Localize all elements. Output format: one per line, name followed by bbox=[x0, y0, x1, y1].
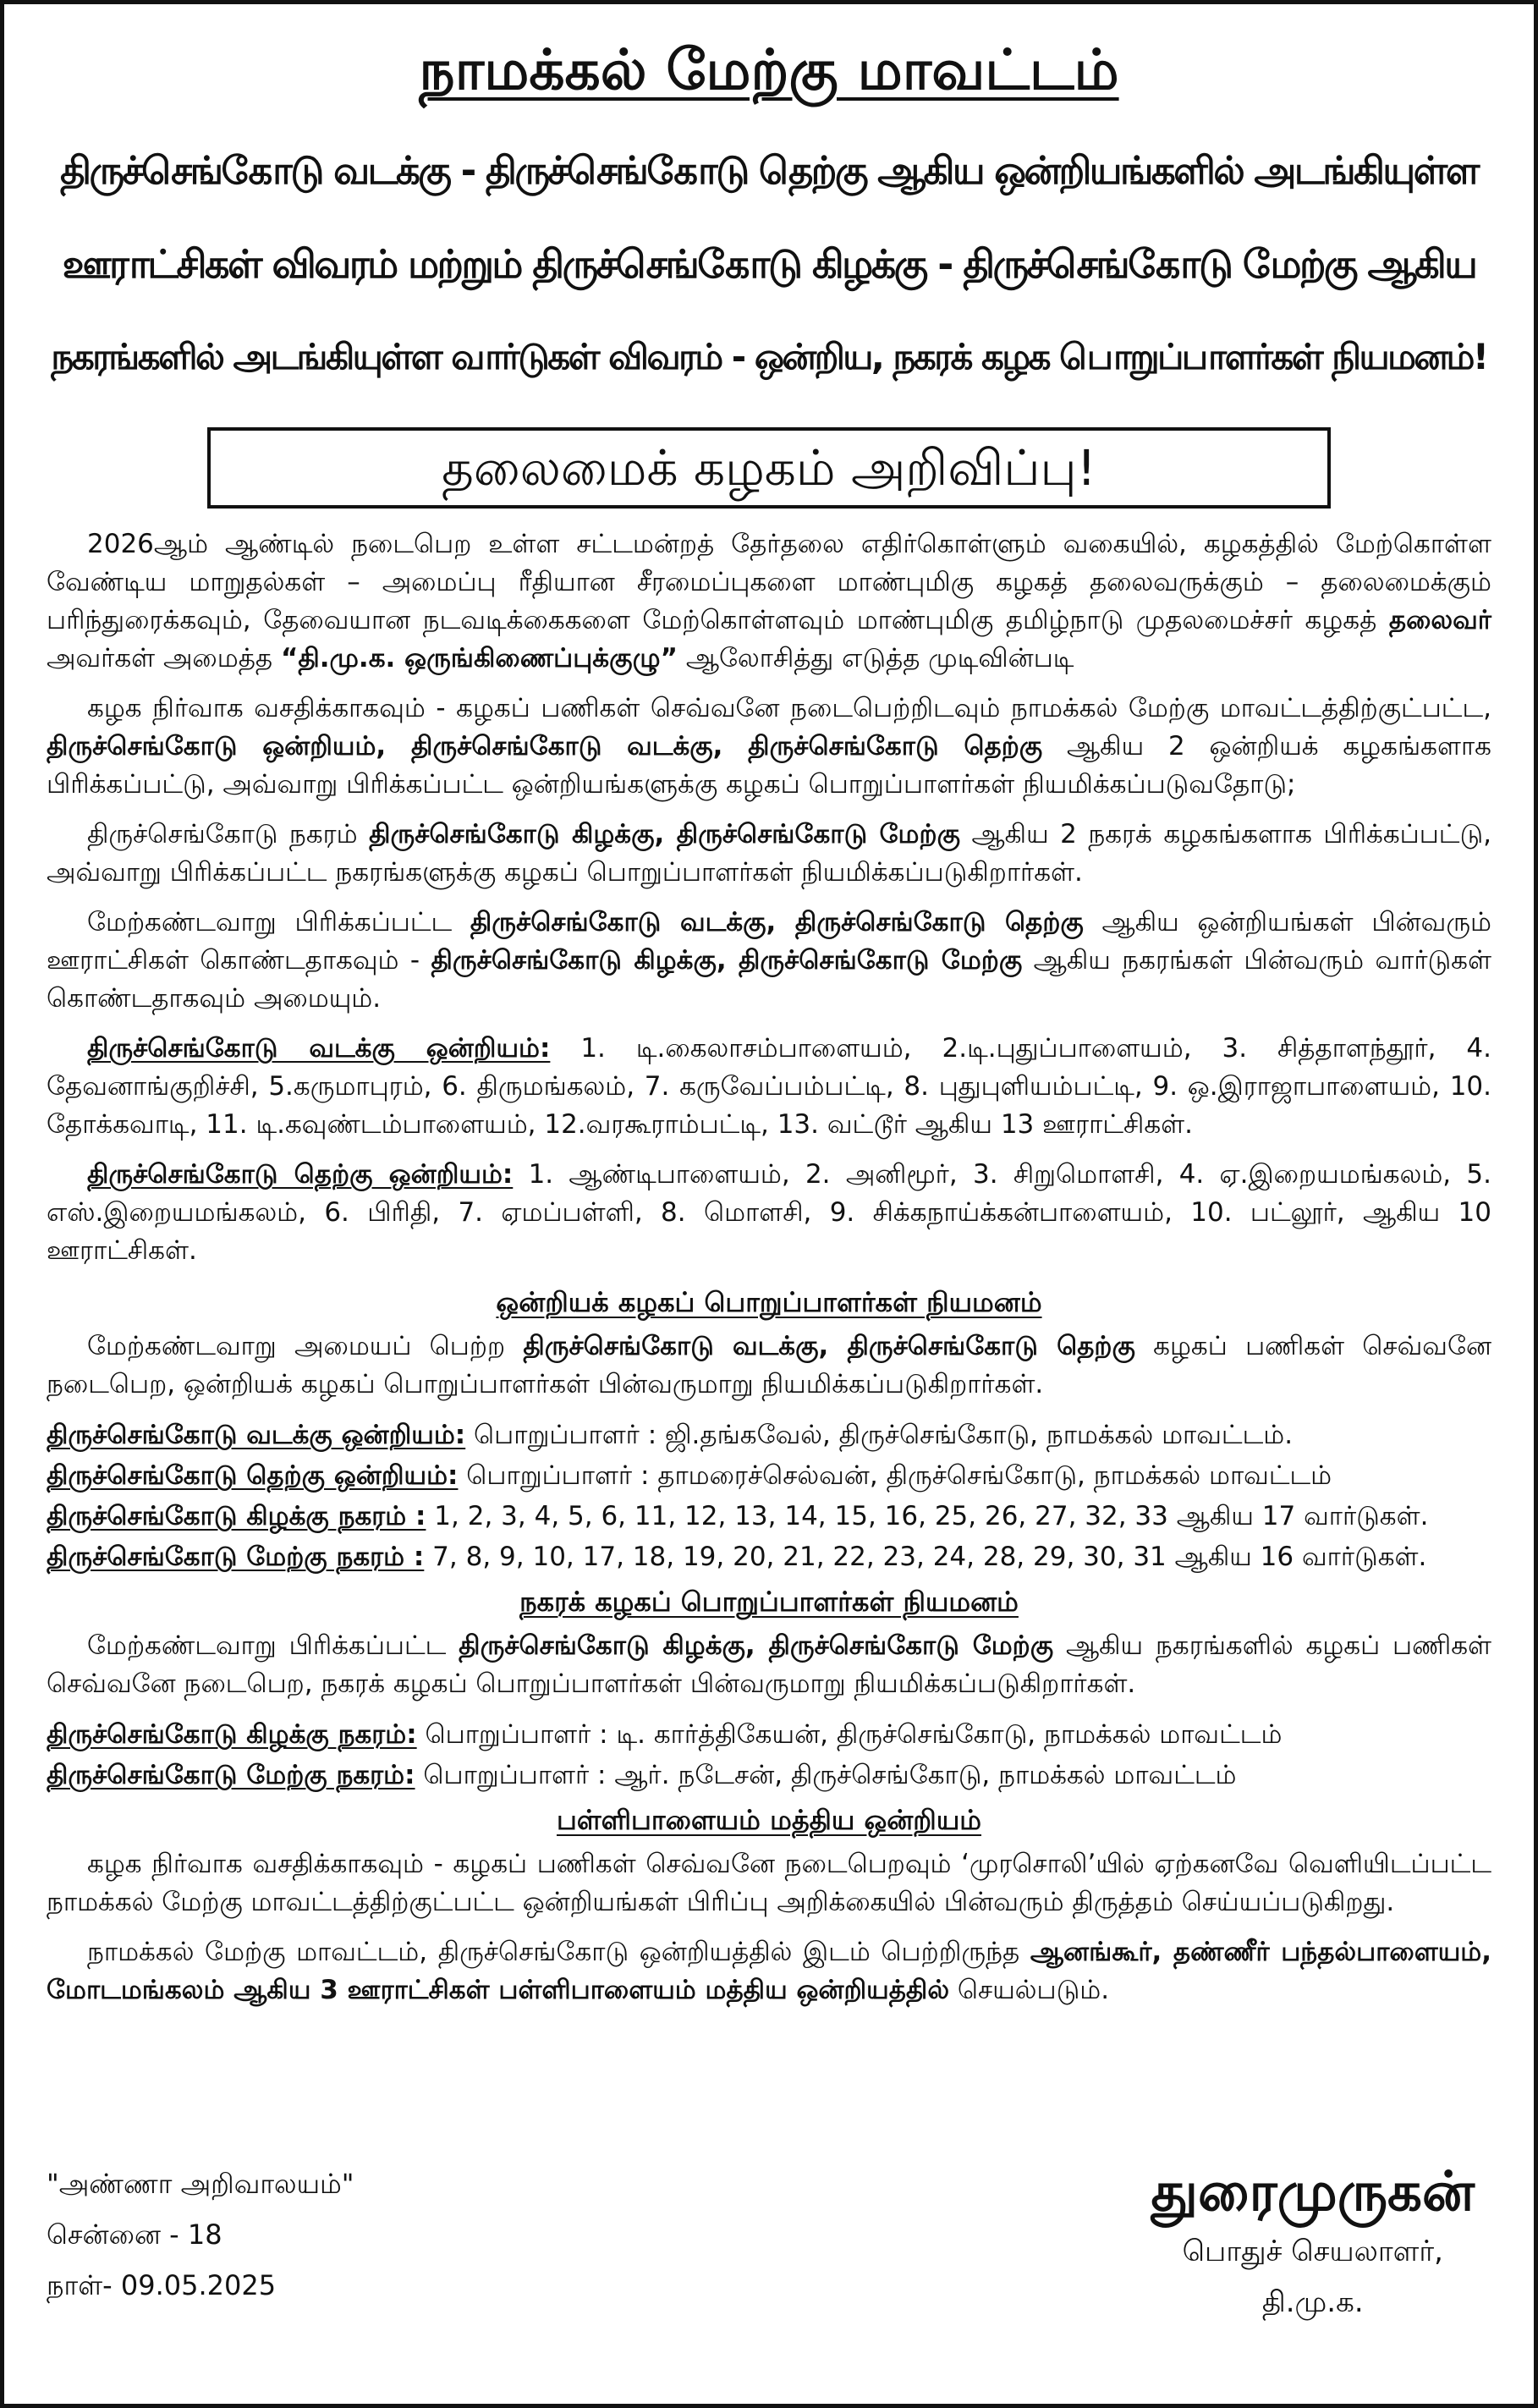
text-span: ஆகிய நகரங்கள் பின்வரும் வார்டுகள் கொண்டதாகவும் அமையும். bbox=[47, 945, 1491, 1014]
east-town-wards bbox=[47, 1497, 1491, 1536]
north-union-panchayat-list: 1. டி.கைலாசம்பாளையம், 2.டி.புதுப்பாளையம், 3. சித்தாளந்தூர், 4. தேவனாங்குறிச்சி, 5.கருமாபுரம், 6. திருமங்கலம், 7. கருவேப்பம்பட்டி, 8. புதுபுளியம்பட்டி, 9. ஒ.இராஜாபாளையம், 10. தோக்கவாடி, 11. டி.கவுண்டம்பாளையம், 12.வரகூராம்பட்டி, 13. வட்டூர் ஆகிய 13 ஊராட்சிகள். bbox=[47, 1033, 1491, 1140]
headline bbox=[47, 124, 1491, 404]
text-span: ஆகிய நகரங்களில் கழகப் பணிகள் செவ்வனே நடைபெற, நகரக் கழகப் பொறுப்பாளர்கள் பின்வருமாறு நியமிக்கப்படுகிறார்கள். bbox=[47, 1630, 1492, 1699]
headline-line-3: நகரங்களில் அடங்கியுள்ள வார்டுகள் விவரம் - ஒன்றிய, நகரக் கழக பொறுப்பாளர்கள் நியமனம்! bbox=[51, 336, 1487, 377]
signatory-designation: பொதுச் செயலாளர், bbox=[1182, 2235, 1443, 2268]
south-union-panchayats bbox=[47, 1156, 1491, 1270]
footer-signatory bbox=[1151, 2158, 1475, 2328]
town-officers-heading: நகரக் கழகப் பொறுப்பாளர்கள் நியமனம் bbox=[519, 1586, 1019, 1618]
bold-span: திருச்செங்கோடு வடக்கு, திருச்செங்கோடு தெற்கு bbox=[470, 907, 1084, 937]
bold-span: திருச்செங்கோடு கிழக்கு, திருச்செங்கோடு மேற்கு bbox=[431, 945, 1023, 976]
text-span: 2026ஆம் ஆண்டில் நடைபெற உள்ள சட்டமன்றத் தேர்தலை எதிர்கொள்ளும் வகையில், கழகத்தில் மேற்கொள்ள வேண்டிய மாறுதல்கள் – அமைப்பு ரீதியான சீரமைப்புகளை மாண்புமிகு கழகத் தலைவருக்கும் – தலைமைக்கும் பரிந்துரைக்கவும், தேவையான நடவடிக்கைகளை மேற்கொள்ளவும் மாண்புமிகு தமிழ்நாடு முதலமைச்சர் கழகத் bbox=[47, 529, 1491, 635]
headline-line-1: திருச்செங்கோடு வடக்கு - திருச்செங்கோடு தெற்கு ஆகிய ஒன்றியங்களில் அடங்கியுள்ள bbox=[60, 148, 1478, 193]
signatory-name: துரைமுருகன் bbox=[1151, 2161, 1475, 2224]
south-union-label: திருச்செங்கோடு தெற்கு ஒன்றியம்: bbox=[87, 1159, 514, 1190]
intro-paragraph-1 bbox=[47, 525, 1491, 678]
north-union-label: திருச்செங்கோடு வடக்கு ஒன்றியம்: bbox=[47, 1420, 466, 1450]
bold-span: திருச்செங்கோடு ஒன்றியம், திருச்செங்கோடு வடக்கு, திருச்செங்கோடு தெற்கு bbox=[47, 731, 1043, 761]
text-span: மேற்கண்டவாறு அமையப் பெற்ற bbox=[87, 1331, 524, 1361]
text-span: கழகப் பணிகள் செவ்வனே நடைபெற, ஒன்றியக் கழகப் பொறுப்பாளர்கள் பின்வருமாறு நியமிக்கப்படுகிறார்கள். bbox=[47, 1331, 1492, 1399]
district-title: நாமக்கல் மேற்கு மாவட்டம் bbox=[419, 37, 1119, 102]
west-town-officer-value: பொறுப்பாளர் : ஆர். நடேசன், திருச்செங்கோடு, நாமக்கல் மாவட்டம் bbox=[415, 1760, 1237, 1790]
bold-span: திருச்செங்கோடு கிழக்கு, திருச்செங்கோடு மேற்கு bbox=[459, 1630, 1054, 1661]
footer-place: "அண்ணா அறிவாலயம்" bbox=[47, 2168, 354, 2200]
bold-span: “தி.மு.க. ஒருங்கிணைப்புக்குழு” bbox=[280, 643, 678, 673]
west-town-officer bbox=[47, 1756, 1491, 1795]
west-town-label: திருச்செங்கோடு மேற்கு நகரம் : bbox=[47, 1542, 425, 1572]
west-town-wards-value: 7, 8, 9, 10, 17, 18, 19, 20, 21, 22, 23, 24, 28, 29, 30, 31 ஆகிய 16 வார்டுகள். bbox=[424, 1542, 1427, 1572]
text-span: மேற்கண்டவாறு பிரிக்கப்பட்ட bbox=[87, 1630, 459, 1661]
south-union-panchayat-list: 1. ஆண்டிபாளையம், 2. அனிமூர், 3. சிறுமொளசி, 4. ஏ.இறையமங்கலம், 5. எஸ்.இறையமங்கலம், 6. பிரிதி, 7. ஏமப்பள்ளி, 8. மொளசி, 9. சிக்கநாய்க்கன்பாளையம், 10. பட்லூர், ஆகிய 10 ஊராட்சிகள். bbox=[47, 1159, 1491, 1266]
east-town-label: திருச்செங்கோடு கிழக்கு நகரம்: bbox=[47, 1719, 417, 1750]
bold-span: திருச்செங்கோடு வடக்கு, திருச்செங்கோடு தெற்கு bbox=[523, 1331, 1135, 1361]
south-union-label: திருச்செங்கோடு தெற்கு ஒன்றியம்: bbox=[47, 1460, 459, 1491]
pallipalayam-heading: பள்ளிபாளையம் மத்திய ஒன்றியம் bbox=[556, 1804, 982, 1836]
text-span: ஆகிய 2 ஒன்றியக் கழகங்களாக பிரிக்கப்பட்டு, அவ்வாறு பிரிக்கப்பட்ட ஒன்றியங்களுக்கு கழகப் பொறுப்பாளர்கள் நியமிக்கப்படுவதோடு; bbox=[47, 731, 1491, 800]
north-union-panchayats bbox=[47, 1030, 1491, 1144]
text-span: ஆகிய ஒன்றியங்கள் பின்வரும் ஊராட்சிகள் கொண்டதாகவும் - bbox=[47, 907, 1492, 976]
east-town-label: திருச்செங்கோடு கிழக்கு நகரம் : bbox=[47, 1501, 426, 1531]
text-span: செயல்படும். bbox=[949, 1975, 1110, 2005]
text-span: அவர்கள் அமைத்த bbox=[47, 643, 281, 673]
text-span: திருச்செங்கோடு நகரம் bbox=[87, 819, 370, 849]
west-town-label: திருச்செங்கோடு மேற்கு நகரம்: bbox=[47, 1760, 415, 1790]
intro-paragraph-2 bbox=[47, 690, 1491, 804]
footer-date: நாள்- 09.05.2025 bbox=[47, 2269, 277, 2301]
footer bbox=[47, 2158, 1491, 2370]
bold-span: ஆனங்கூர், தண்ணீர் பந்தல்பாளையம், மோடமங்கலம் ஆகிய 3 ஊராட்சிகள் பள்ளிபாளையம் மத்திய ஒன்றியத்தில் bbox=[47, 1937, 1491, 2005]
intro-paragraph-3 bbox=[47, 816, 1491, 892]
town-officers-paragraph bbox=[47, 1627, 1491, 1703]
text-span: ஆகிய 2 நகரக் கழகங்களாக பிரிக்கப்பட்டு, அவ்வாறு பிரிக்கப்பட்ட நகரங்களுக்கு கழகப் பொறுப்பாளர்கள் நியமிக்கப்படுகிறார்கள். bbox=[47, 819, 1492, 888]
signatory-party: தி.மு.க. bbox=[1261, 2285, 1364, 2319]
west-town-wards bbox=[47, 1537, 1491, 1576]
intro-paragraph-4 bbox=[47, 904, 1491, 1018]
text-span: ஆலோசித்து எடுத்த முடிவின்படி bbox=[677, 643, 1074, 673]
text-span: நாமக்கல் மேற்கு மாவட்டம், திருச்செங்கோடு ஒன்றியத்தில் இடம் பெற்றிருந்த bbox=[87, 1937, 1030, 1967]
pallipalayam-paragraph-2 bbox=[47, 1933, 1491, 2009]
headline-line-2: ஊராட்சிகள் விவரம் மற்றும் திருச்செங்கோடு கிழக்கு - திருச்செங்கோடு மேற்கு ஆகிய bbox=[62, 241, 1476, 287]
east-town-wards-value: 1, 2, 3, 4, 5, 6, 11, 12, 13, 14, 15, 16, 25, 26, 27, 32, 33 ஆகிய 17 வார்டுகள். bbox=[426, 1501, 1429, 1531]
footer-city: சென்னை - 18 bbox=[47, 2218, 222, 2251]
union-officers-heading: ஒன்றியக் கழகப் பொறுப்பாளர்கள் நியமனம் bbox=[496, 1286, 1042, 1318]
north-union-officer bbox=[47, 1416, 1491, 1454]
south-union-officer bbox=[47, 1456, 1491, 1495]
bold-span: திருச்செங்கோடு கிழக்கு, திருச்செங்கோடு மேற்கு bbox=[369, 819, 960, 849]
south-union-officer-value: பொறுப்பாளர் : தாமரைச்செல்வன், திருச்செங்கோடு, நாமக்கல் மாவட்டம் bbox=[458, 1460, 1332, 1491]
union-officers-paragraph bbox=[47, 1328, 1491, 1404]
north-union-officer-value: பொறுப்பாளர் : ஜி.தங்கவேல், திருச்செங்கோடு, நாமக்கல் மாவட்டம். bbox=[465, 1420, 1294, 1450]
text-span: கழக நிர்வாக வசதிக்காகவும் - கழகப் பணிகள் செவ்வனே நடைபெற்றிடவும் நாமக்கல் மேற்கு மாவட்டத்திற்குட்பட்ட, bbox=[87, 693, 1491, 723]
pallipalayam-paragraph-1: கழக நிர்வாக வசதிக்காகவும் - கழகப் பணிகள் செவ்வனே நடைபெறவும் ‘முரசொலி’யில் ஏற்கனவே வெளியிடப்பட்ட நாமக்கல் மேற்கு மாவட்டத்திற்குட்பட்ட ஒன்றியங்கள் பிரிப்பு அறிக்கையில் பின்வரும் திருத்தம் செய்யப்படுகிறது. bbox=[47, 1849, 1491, 1917]
announcement-box: தலைமைக் கழகம் அறிவிப்பு! bbox=[207, 427, 1331, 509]
bold-span: தலைவர் bbox=[1388, 605, 1491, 635]
north-union-label: திருச்செங்கோடு வடக்கு ஒன்றியம்: bbox=[87, 1033, 551, 1064]
footer-address bbox=[47, 2158, 354, 2311]
east-town-officer-value: பொறுப்பாளர் : டி. கார்த்திகேயன், திருச்செங்கோடு, நாமக்கல் மாவட்டம் bbox=[416, 1719, 1283, 1750]
text-span: மேற்கண்டவாறு பிரிக்கப்பட்ட bbox=[87, 907, 470, 937]
east-town-officer bbox=[47, 1715, 1491, 1754]
